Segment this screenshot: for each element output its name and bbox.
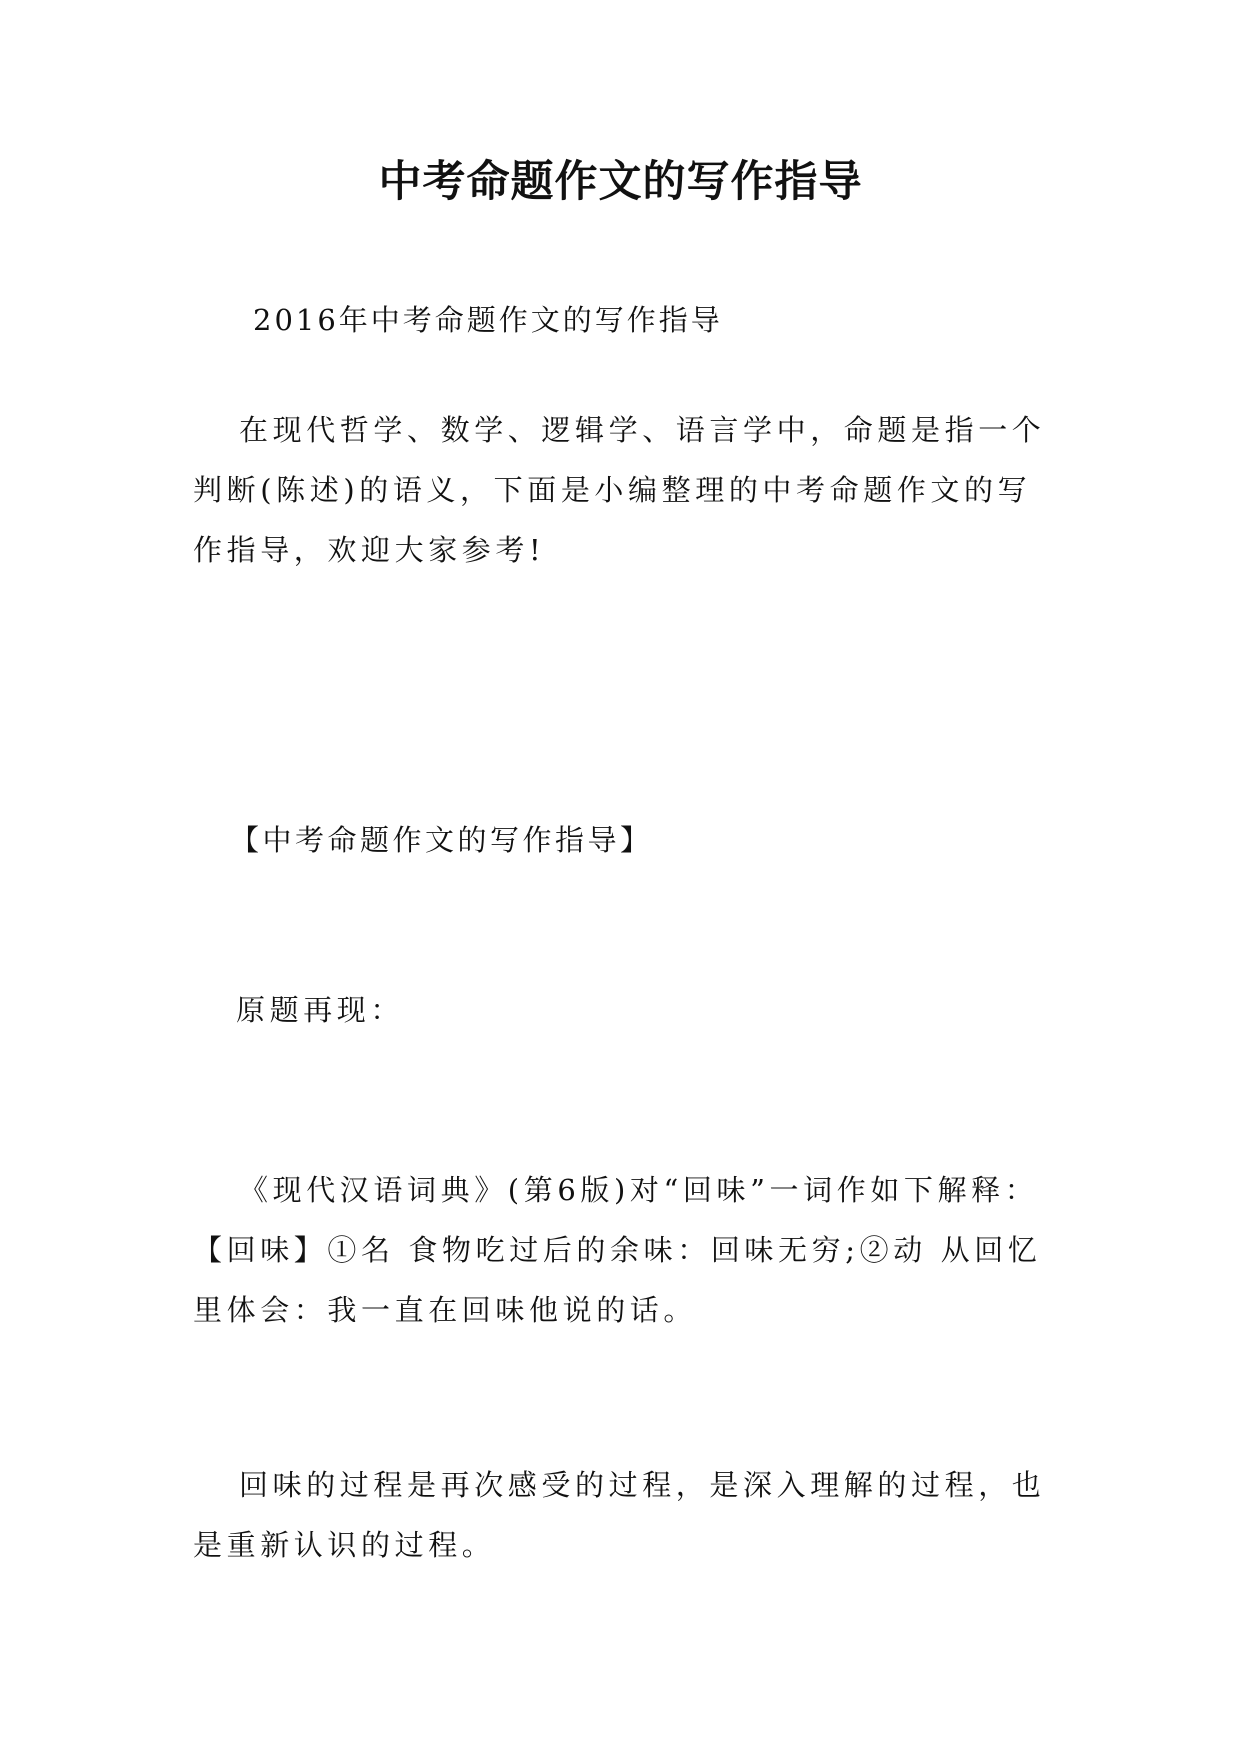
original-question-label: 原题再现： (236, 993, 405, 1027)
document-subtitle: 2016年中考命题作文的写作指导 (253, 303, 723, 337)
reflection-paragraph: 回味的过程是再次感受的过程，是深入理解的过程，也是重新认识的过程。 (193, 1468, 1046, 1562)
section-heading: 【中考命题作文的写作指导】 (230, 823, 653, 857)
document-title: 中考命题作文的写作指导 (378, 157, 863, 207)
intro-paragraph: 在现代哲学、数学、逻辑学、语言学中，命题是指一个判断(陈述)的语义，下面是小编整理的中考命题作文的写作指导，欢迎大家参考! (193, 413, 1046, 567)
dictionary-paragraph: 《现代汉语词典》(第6版)对“回味”一词作如下解释：【回味】①名 食物吃过后的余味：回味无穷;②动 从回忆里体会：我一直在回味他说的话。 (193, 1173, 1042, 1327)
